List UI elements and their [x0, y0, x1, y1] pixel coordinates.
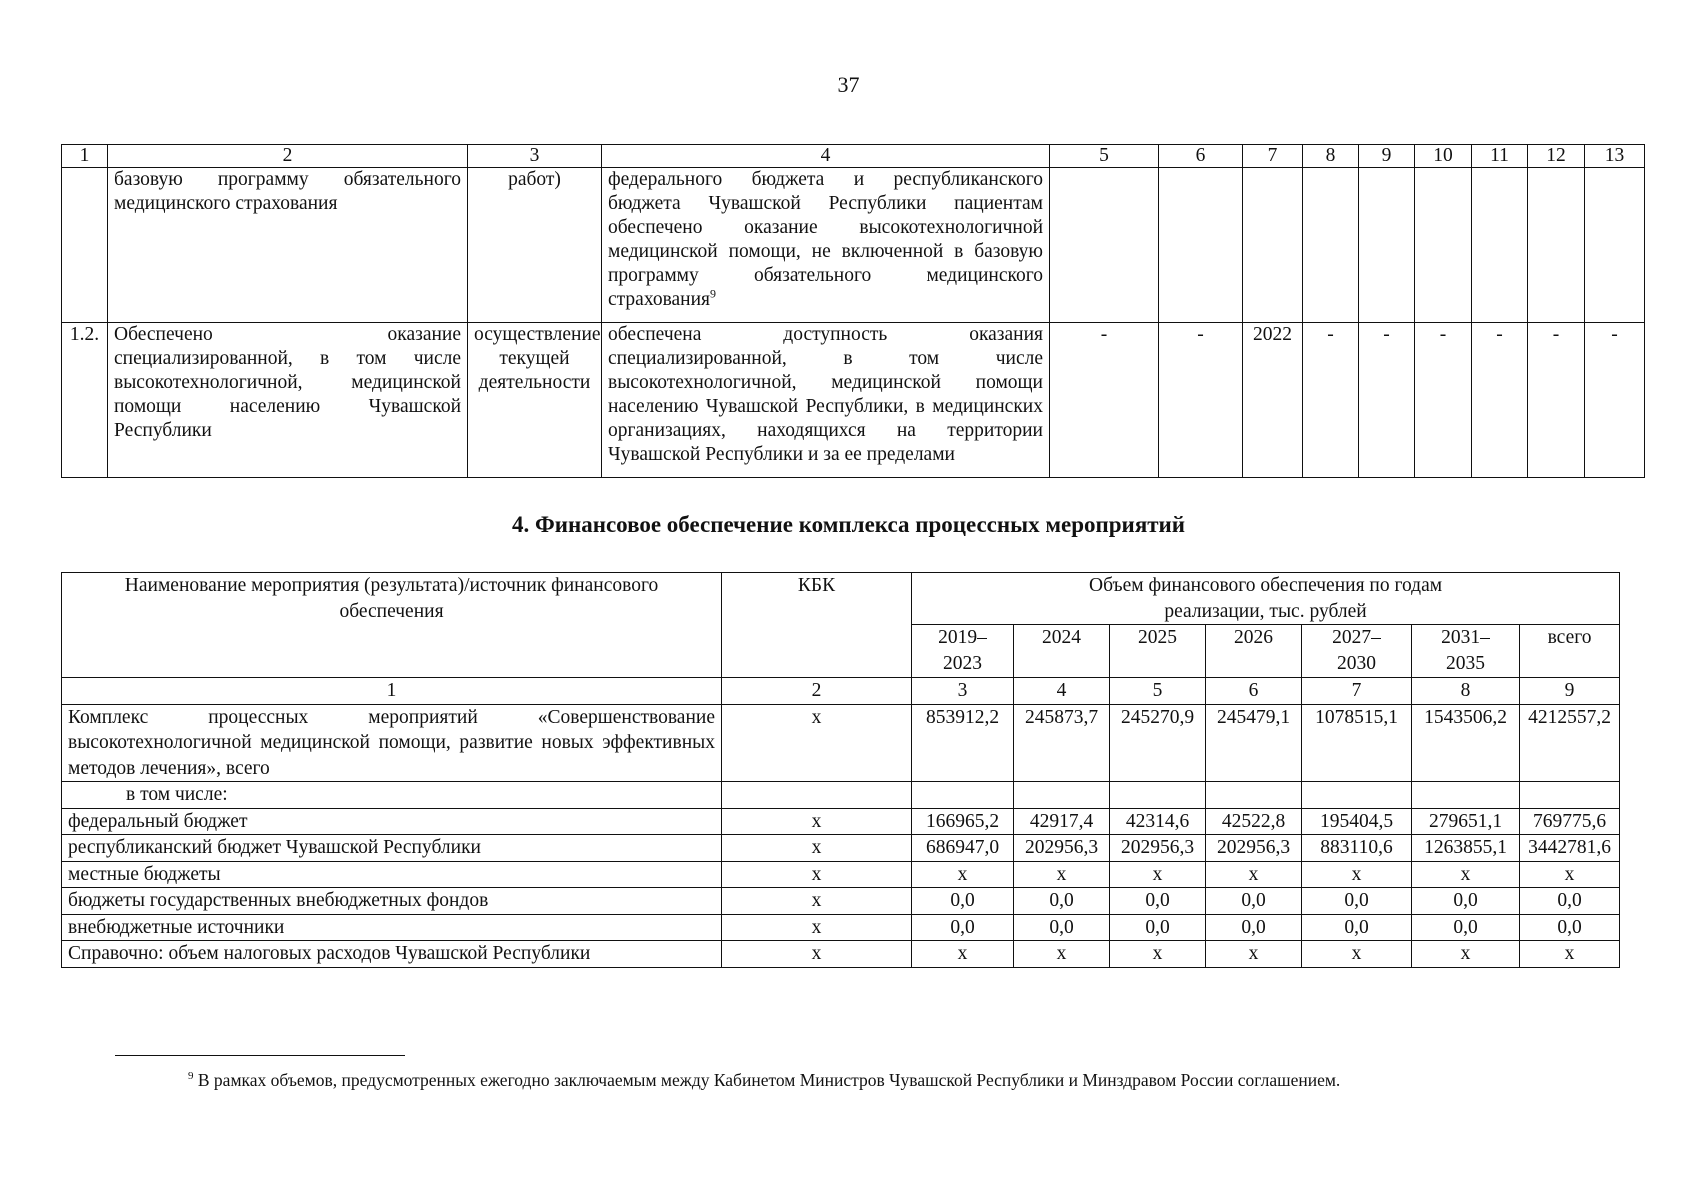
column-number: 3	[912, 678, 1014, 705]
column-number: 7	[1302, 678, 1412, 705]
table-cell: -	[1528, 323, 1585, 478]
row-value: 0,0	[1412, 888, 1520, 915]
table-row	[62, 808, 1620, 835]
row-value: 0,0	[1520, 914, 1620, 941]
header-volume: Объем финансового обеспечения по годам реализации, тыс. рублей	[912, 573, 1620, 625]
table-header-row	[62, 145, 1645, 168]
column-number: 4	[1014, 678, 1110, 705]
row-value: х	[1206, 861, 1302, 888]
empty-cell	[1359, 168, 1415, 323]
empty-cell	[1472, 168, 1528, 323]
row-value: 202956,3	[1014, 835, 1110, 862]
column-number: 5	[1050, 145, 1159, 168]
column-number: 5	[1110, 678, 1206, 705]
footnote	[188, 1070, 1340, 1091]
row-value: 883110,6	[1302, 835, 1412, 862]
row-kbk	[722, 782, 912, 809]
row-kbk: х	[722, 888, 912, 915]
empty-cell	[1528, 168, 1585, 323]
column-number: 6	[1206, 678, 1302, 705]
row-number: 1.2.	[62, 323, 108, 478]
row-value: х	[912, 941, 1014, 968]
row-value: 0,0	[1302, 888, 1412, 915]
table-cell: -	[1303, 323, 1359, 478]
row-value: х	[1412, 861, 1520, 888]
column-number: 9	[1359, 145, 1415, 168]
result-description-text: федерального бюджета и республиканского бюджета Чувашской Республики пациентам обеспечено оказание высокотехнологичной медицинской помощи, не включенной в базовую программу обязательного медицинского страхования	[608, 169, 1043, 310]
row-value: 0,0	[1520, 888, 1620, 915]
table-cell: -	[1159, 323, 1243, 478]
footnote-divider	[115, 1055, 405, 1056]
table-cell: -	[1359, 323, 1415, 478]
row-value: 245479,1	[1206, 704, 1302, 782]
task-text: Обеспечено оказание специализированной, в том числе высокотехнологичной, медицинской помощи населению Чувашской Республики	[108, 323, 468, 478]
row-number	[62, 168, 108, 323]
result-description	[602, 168, 1050, 323]
row-value: 279651,1	[1412, 808, 1520, 835]
page-number: 37	[837, 72, 860, 97]
header-kbk: КБК	[722, 573, 912, 678]
row-value: 1263855,1	[1412, 835, 1520, 862]
row-name: бюджеты государственных внебюджетных фондов	[62, 888, 722, 915]
row-value: х	[912, 861, 1014, 888]
row-value: х	[1520, 861, 1620, 888]
row-value: 686947,0	[912, 835, 1014, 862]
row-kbk: х	[722, 914, 912, 941]
column-number: 7	[1243, 145, 1303, 168]
column-number: 3	[468, 145, 602, 168]
year-header: 2025	[1110, 625, 1206, 678]
row-value: 195404,5	[1302, 808, 1412, 835]
column-number: 2	[722, 678, 912, 705]
column-number: 6	[1159, 145, 1243, 168]
row-kbk: х	[722, 941, 912, 968]
row-value: 42314,6	[1110, 808, 1206, 835]
row-value: 769775,6	[1520, 808, 1620, 835]
results-table	[61, 144, 1645, 478]
task-type: осуществление текущей деятельности	[468, 323, 602, 478]
row-value: 42522,8	[1206, 808, 1302, 835]
column-number: 1	[62, 678, 722, 705]
row-value: х	[1206, 941, 1302, 968]
column-number: 10	[1415, 145, 1472, 168]
column-number: 13	[1585, 145, 1645, 168]
year-header: 2027–2030	[1302, 625, 1412, 678]
row-value: 0,0	[1014, 888, 1110, 915]
table-cell: -	[1050, 323, 1159, 478]
row-value: 3442781,6	[1520, 835, 1620, 862]
column-number: 8	[1303, 145, 1359, 168]
result-description: обеспечена доступность оказания специализированной, в том числе высокотехнологичной, медицинской помощи населению Чувашской Республики, в медицинских организациях, находящихся на территории Чувашской Республики и за ее пределами	[602, 323, 1050, 478]
footnote-reference: 9	[710, 286, 717, 301]
table-row	[62, 941, 1620, 968]
row-value: х	[1412, 941, 1520, 968]
row-value: 245270,9	[1110, 704, 1206, 782]
finance-table	[61, 572, 1620, 968]
year-header: 2031–2035	[1412, 625, 1520, 678]
empty-cell	[1243, 168, 1303, 323]
empty-cell	[1585, 168, 1645, 323]
empty-cell	[1415, 168, 1472, 323]
row-value: 0,0	[1110, 914, 1206, 941]
table-cell: -	[1415, 323, 1472, 478]
row-value	[1520, 782, 1620, 809]
row-value: 0,0	[1206, 914, 1302, 941]
row-value: 42917,4	[1014, 808, 1110, 835]
row-value	[1302, 782, 1412, 809]
row-value	[1014, 782, 1110, 809]
row-name: Комплекс процессных мероприятий «Совершенствование высокотехнологичной медицинской помощи, развитие новых эффективных методов лечения», всего	[62, 704, 722, 782]
year-header: 2026	[1206, 625, 1302, 678]
task-type: работ)	[468, 168, 602, 323]
row-value: 853912,2	[912, 704, 1014, 782]
column-number: 8	[1412, 678, 1520, 705]
row-value: 202956,3	[1110, 835, 1206, 862]
table-row	[62, 168, 1645, 323]
section-heading: 4. Финансовое обеспечение комплекса процессных мероприятий	[511, 512, 1186, 537]
row-value: 0,0	[1110, 888, 1206, 915]
table-row	[62, 782, 1620, 809]
row-value: 0,0	[1206, 888, 1302, 915]
column-number-row	[62, 678, 1620, 705]
table-row	[62, 861, 1620, 888]
row-value: 0,0	[1302, 914, 1412, 941]
task-text: базовую программу обязательного медицинского страхования	[108, 168, 468, 323]
column-number: 2	[108, 145, 468, 168]
table-header-row	[62, 573, 1620, 625]
table-row	[62, 835, 1620, 862]
header-name: Наименование мероприятия (результата)/источник финансового обеспечения	[62, 573, 722, 678]
row-name: внебюджетные источники	[62, 914, 722, 941]
row-kbk: х	[722, 861, 912, 888]
row-name: республиканский бюджет Чувашской Республики	[62, 835, 722, 862]
row-value	[912, 782, 1014, 809]
table-row	[62, 914, 1620, 941]
row-value: х	[1520, 941, 1620, 968]
year-header: всего	[1520, 625, 1620, 678]
row-value: х	[1302, 941, 1412, 968]
table-cell: -	[1472, 323, 1528, 478]
row-kbk: х	[722, 835, 912, 862]
table-cell: -	[1585, 323, 1645, 478]
empty-cell	[1159, 168, 1243, 323]
year-header: 2024	[1014, 625, 1110, 678]
row-value: 1078515,1	[1302, 704, 1412, 782]
row-value	[1110, 782, 1206, 809]
table-row	[62, 323, 1645, 478]
row-kbk: х	[722, 704, 912, 782]
row-value: х	[1014, 861, 1110, 888]
row-value	[1206, 782, 1302, 809]
row-value: 245873,7	[1014, 704, 1110, 782]
column-number: 4	[602, 145, 1050, 168]
row-name: местные бюджеты	[62, 861, 722, 888]
table-row	[62, 704, 1620, 782]
row-value: 4212557,2	[1520, 704, 1620, 782]
empty-cell	[1303, 168, 1359, 323]
row-value	[1412, 782, 1520, 809]
year-header: 2019–2023	[912, 625, 1014, 678]
row-value: 166965,2	[912, 808, 1014, 835]
column-number: 9	[1520, 678, 1620, 705]
row-value: 1543506,2	[1412, 704, 1520, 782]
row-name: в том числе:	[62, 782, 722, 809]
empty-cell	[1050, 168, 1159, 323]
table-row	[62, 888, 1620, 915]
row-value: 0,0	[1412, 914, 1520, 941]
column-number: 11	[1472, 145, 1528, 168]
column-number: 12	[1528, 145, 1585, 168]
row-kbk: х	[722, 808, 912, 835]
table-cell: 2022	[1243, 323, 1303, 478]
row-name: федеральный бюджет	[62, 808, 722, 835]
row-value: 0,0	[1014, 914, 1110, 941]
row-value: х	[1302, 861, 1412, 888]
column-number: 1	[62, 145, 108, 168]
footnote-marker: 9	[188, 1070, 194, 1083]
row-value: х	[1110, 861, 1206, 888]
row-value: 0,0	[912, 888, 1014, 915]
footnote-text: В рамках объемов, предусмотренных ежегодно заключаемым между Кабинетом Министров Чувашской Республики и Минздравом России соглашением.	[197, 1070, 1341, 1090]
row-value: х	[1014, 941, 1110, 968]
row-name: Справочно: объем налоговых расходов Чувашской Республики	[62, 941, 722, 968]
row-value: 0,0	[912, 914, 1014, 941]
row-value: 202956,3	[1206, 835, 1302, 862]
row-value: х	[1110, 941, 1206, 968]
